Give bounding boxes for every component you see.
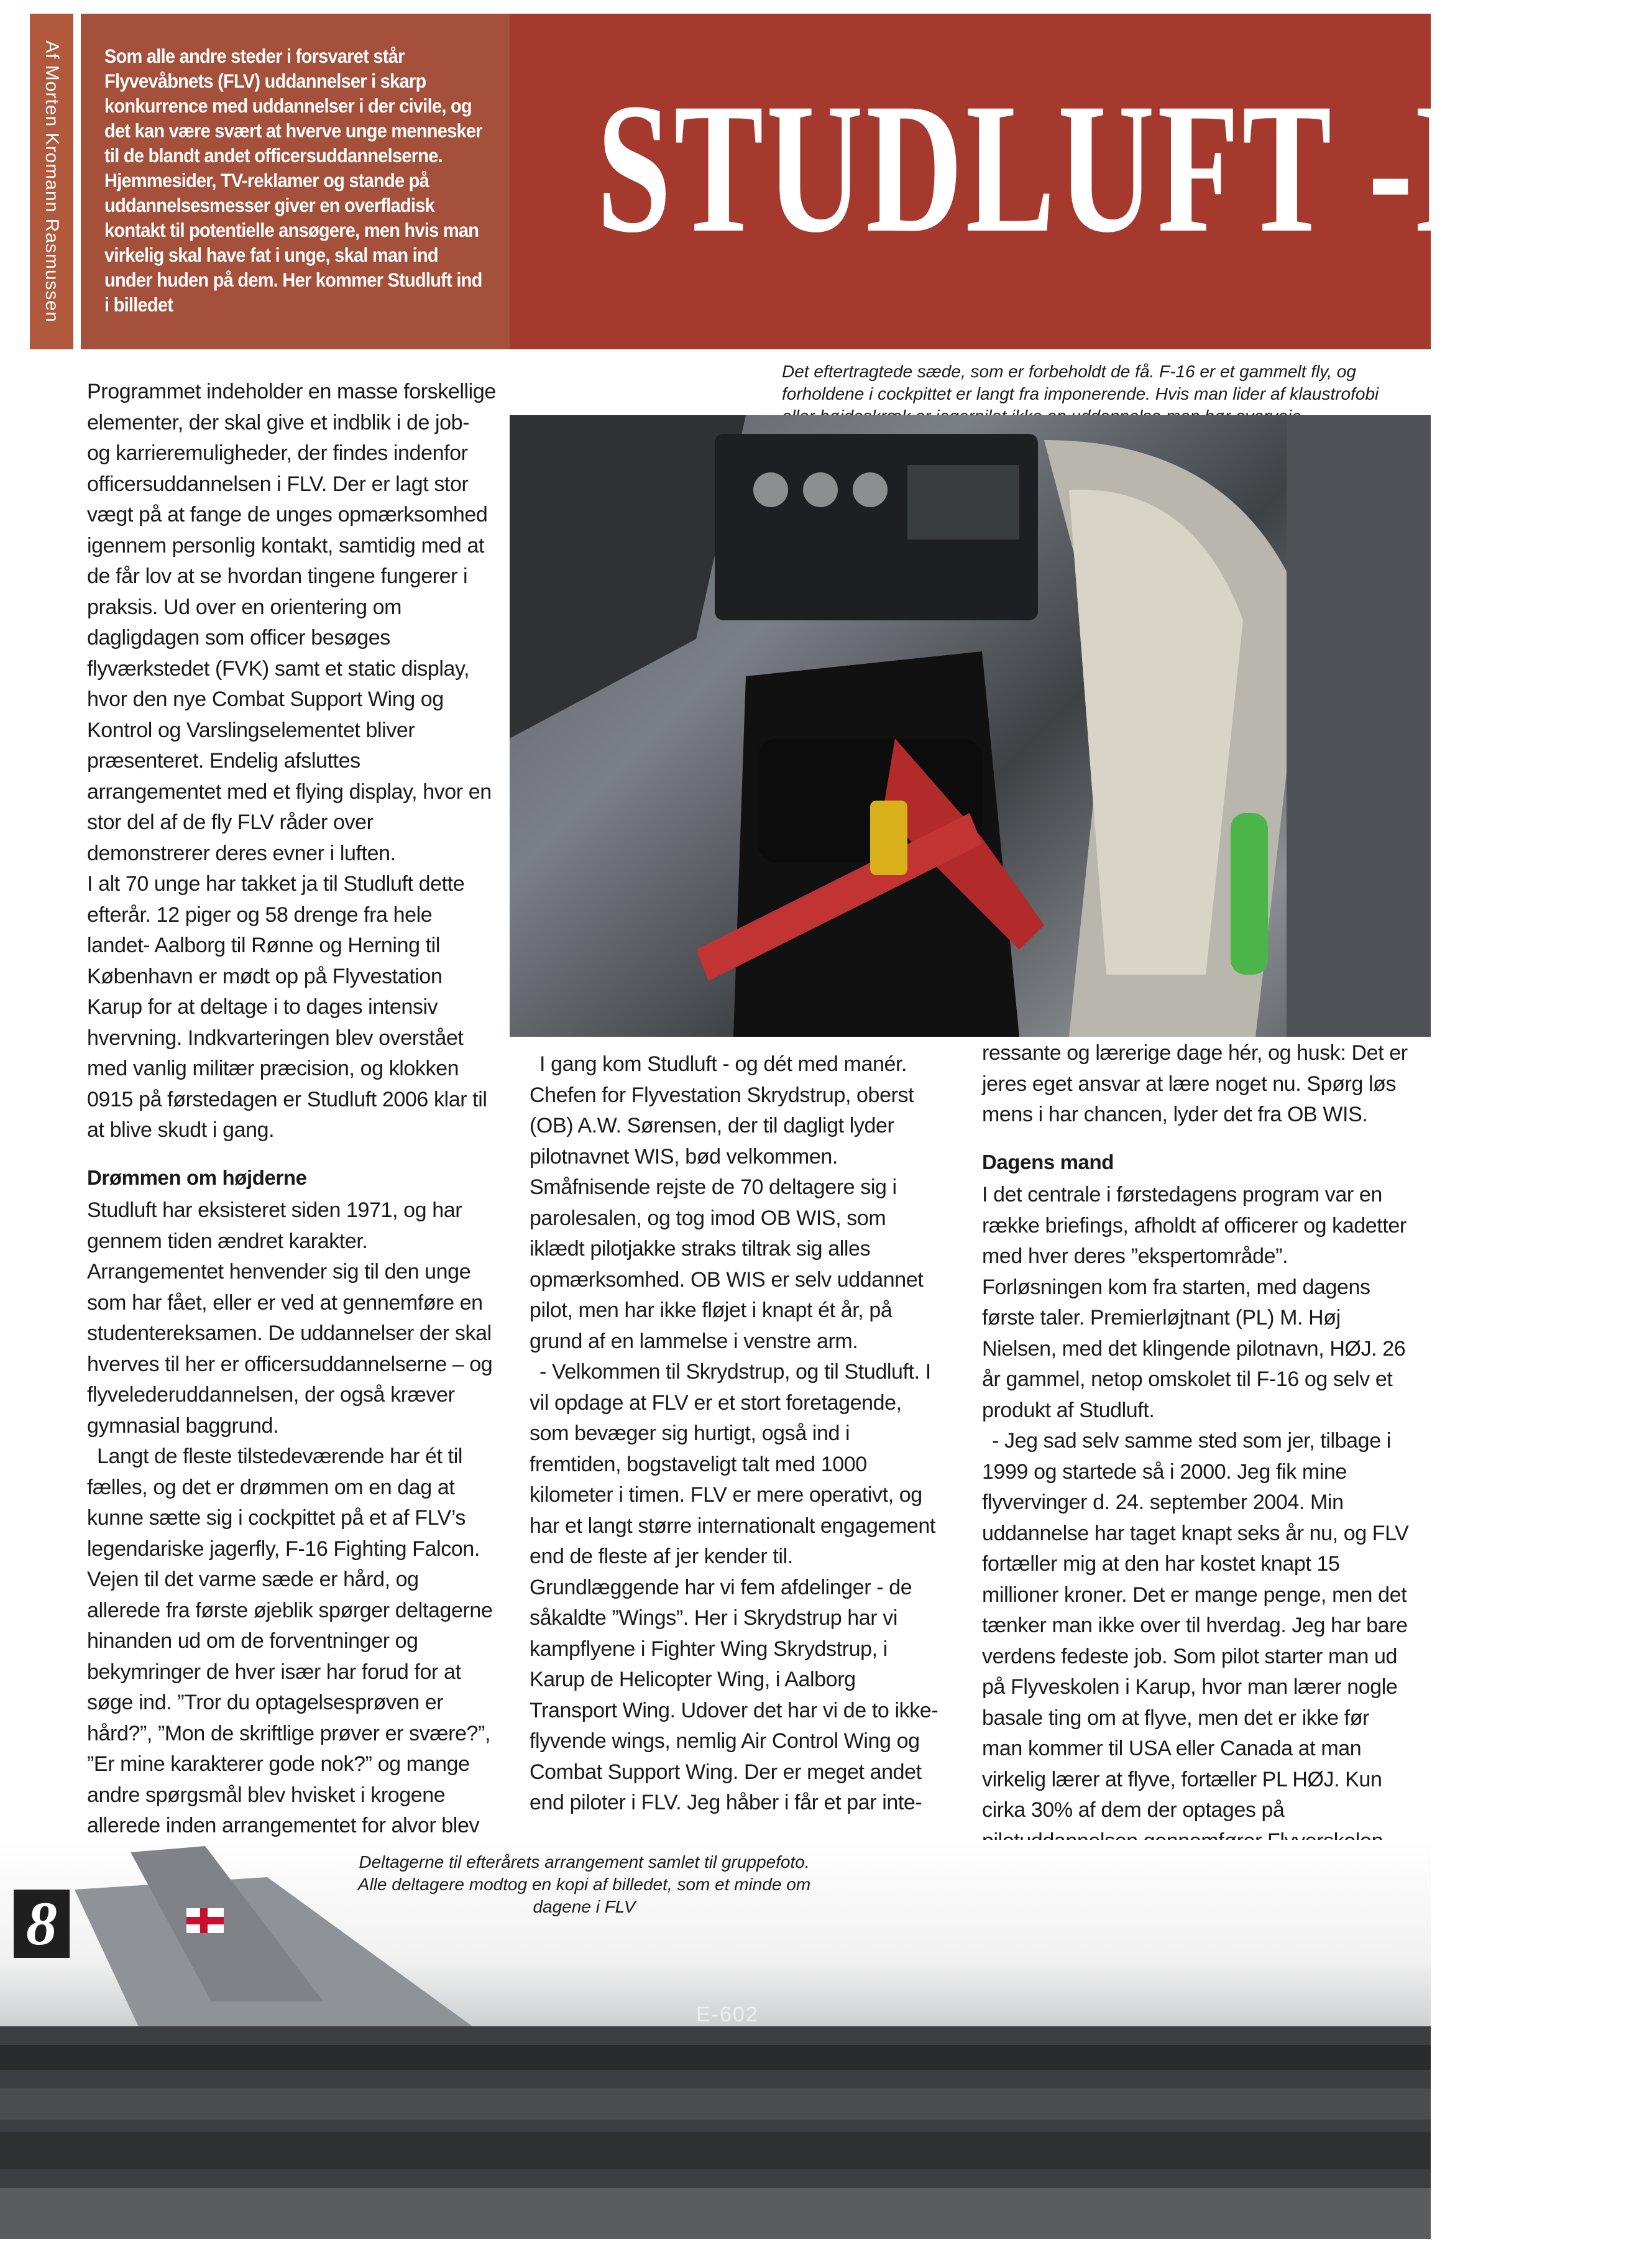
byline-text: Af Morten Kromann Rasmussen [42, 40, 62, 323]
col1-paragraph-2: I alt 70 unge har takket ja til Studluft dette efterår. 12 piger og 58 drenge fra hele landet- Aalborg til Rønne og Herning til København er mødt op på Flyvestation Karup for at deltage i to dages intensiv hvervning. Indkvarteringen blev overstået med vanlig militær præcision, og klokken 0915 på førstedagen er Studluft 2006 klar til at blive skudt i gang. [87, 872, 487, 1142]
cockpit-caption: Det eftertragtede sæde, som er forbeholdt de få. F-16 er et gammelt fly, og forholdene i cockpittet er langt fra imponerende. Hvis man lider af klaustrofobi [782, 362, 1379, 403]
col3-paragraph-3: - Jeg sad selv samme sted som jer, tilbage i 1999 og startede så i 2000. Jeg fik mine flyvervinger d. 24. september 2004. Min uddannelse har taget knapt seks år nu, og FLV fortæller mig at den har kostet knapt 15 millioner kroner. Det er mange penge, men det tænker man ikke over til hverdag. Jeg har bare verdens fedeste job. Som pilot starter man ud på Flyveskolen i Karup, hvor man lærer nogle basale ting om at flyve, men det er ikke før man kommer til USA eller Canada at man virkelig lærer at flyve, fortæller PL HØJ. Kun cirka 30% af dem der optages på [982, 1429, 1409, 1822]
col1-paragraph-1: Programmet indeholder en masse forskellige elementer, der skal give et indblik i de job- og karrieremuligheder, der findes indenfor officersuddannelsen i FLV. Der er lagt stor vægt på at fange de unges opmærksomhed igennem personlig kontakt, samtidig med at de får lov at se hvordan tingene fungerer i praksis. Ud over en orientering om dagligdagen som officer besøges flyværkstedet (FVK) samt et static display, hvor den nye Combat Support Wing og Kontrol og Varslingselementet bliver præsenteret. Endelig afsluttes arrangementet med et flying display, hvor en stor del af de fly FLV råder over demonstrerer deres evner i luften. [87, 380, 496, 865]
column-1 [87, 377, 497, 1872]
group-photo-caption: Deltagerne til efterårets arrangement samlet til gruppefoto. Alle deltagere modtog en kopi af billedet, som et minde om dagene i FLV [357, 1852, 811, 1916]
col3-paragraph-1: ressante og lærerige dage hér, og husk: Det er jeres eget ansvar at lære noget nu. Spørg løs mens i har chancen, lyder det fra OB WIS. [982, 1041, 1408, 1126]
byline [30, 14, 73, 349]
article-title: STUDLUFT -MO [597, 65, 1652, 271]
column-2 [530, 1049, 940, 1819]
lead-box [81, 14, 510, 349]
cockpit-photo [510, 415, 1431, 1037]
col3-subheading: Dagens mand [982, 1150, 1114, 1174]
col1-subheading: Drømmen om højderne [87, 1165, 307, 1189]
lead-text: Som alle andre steder i forsvaret står Flyvevåbnets (FLV) uddannelser i skarp konkurrence med uddannelser i der civile, og det kan være svært at hverve unge mennesker til de blandt andet officersuddannelserne. Hjemmesider, TV-reklamer og stande på uddannelsesmesser giver en overfladisk kontakt til potentielle ansøgere, men hvis man virkelig skal have fat i unge, skal man ind under huden på dem. Her kommer Studluft ind i billedet [104, 45, 482, 316]
col1-paragraph-4: Langt de fleste tilstedeværende har ét til fælles, og det er drømmen om en dag at kunne sætte sig i cockpittet på et af FLV’s legendariske jagerfly, F-16 Fighting Falcon. Vejen til det varme sæde er hård, og allerede fra første øjeblik spørger deltagerne hinanden ud om de forventninger og bekymringer de hver især har forud for at søge ind. ”Tror du optagelsesprøven er hård?”, ”Mon de skriftlige prøver er svære?”, ”Er mine karakterer gode nok?” og mange andre spørgsmål blev hvisket i krogene allerede inden arrangementet for alvor blev [87, 1445, 493, 1837]
cockpit-photo-illustration [510, 415, 1431, 1037]
page-number: 8 [14, 1890, 70, 1958]
col3-paragraph-2: I det centrale i førstedagens program var en række briefings, afholdt af officerer og kadetter med hver deres ”ekspertområde”. Forløsningen kom fra starten, med dagens første taler. Premierløjtnant (PL) M. Høj Nielsen, med det klingende pilotnavn, HØJ. 26 år gammel, netop omskolet til F-16 og selv et produkt af Studluft. [982, 1183, 1406, 1422]
column-3 [982, 1038, 1411, 1918]
col1-paragraph-3: Studluft har eksisteret siden 1971, og har gennem tiden ændret karakter. Arrangementet henvender sig til den unge som har fået, eller er ved at gennemføre en studentereksamen. De uddannelser der skal hverves til her er officersuddannelserne – og flyvelederuddannelsen, der også kræver gymnasial baggrund. [87, 1198, 493, 1438]
col2-paragraph-2: - Velkommen til Skrydstrup, og til Studluft. I vil opdage at FLV er et stort foretagende, som bevæger sig hurtigt, også ind i fremtiden, bogstaveligt talt med 1000 kilometer i timen. FLV er mere operativt, og har et langt større internationalt engagement end de fleste af jer kender til. Grundlæggende har vi fem afdelinger - de såkaldte ”Wings”. Her i Skrydstrup har vi kampflyene i Fighter Wing Skrydstrup, i Karup de Helicopter Wing, i Aalborg Transport Wing. Udover det har vi de to ikke-flyvende wings, nemlig Air Control Wing og Combat Support Wing. Der er meget andet end piloter i FLV. Jeg håber i får et par inte- [530, 1360, 938, 1814]
aircraft-marking: E-602 [696, 2003, 759, 2026]
col2-paragraph-1: I gang kom Studluft - og dét med manér. Chefen for Flyvestation Skrydstrup, oberst (OB) A.W. Sørensen, der til dagligt lyder pilotnavnet WIS, bød velkommen. Småfnisende rejste de 70 deltagere sig i parolesalen, og tog imod OB WIS, som iklædt pilotjakke straks tiltrak sig alles opmærksomhed. OB WIS er selv uddannet pilot, men har ikke fløjet i knapt ét år, på grund af en lammelse i venstre arm. [530, 1052, 924, 1353]
